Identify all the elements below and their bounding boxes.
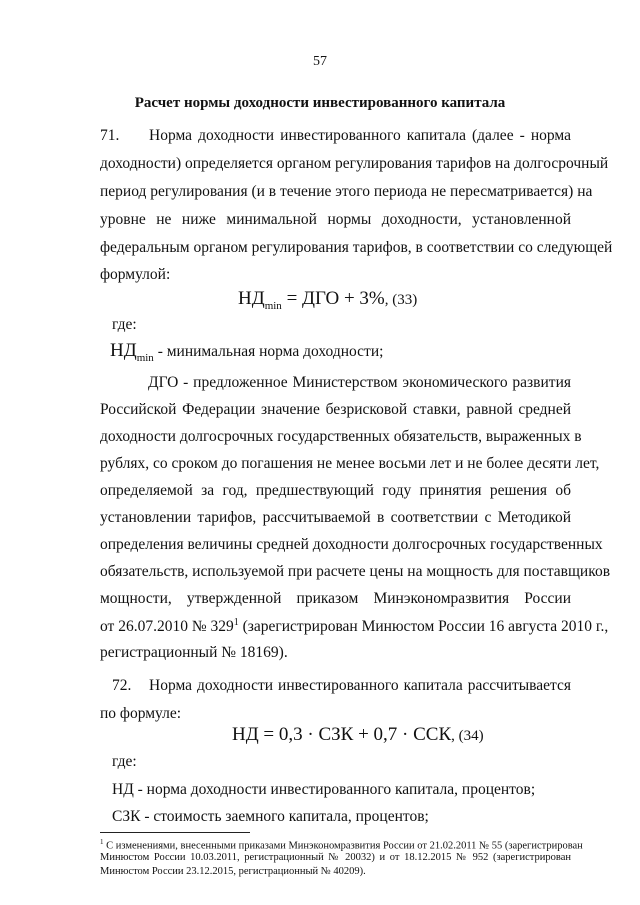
paragraph-72-line-2: по формуле:	[100, 705, 182, 722]
footnote-mark: 1	[100, 838, 104, 846]
paragraph-71-line-4: уровне не ниже минимальной нормы доходности, установленной	[100, 211, 571, 228]
formula-34-expression: НД = 0,3 · СЗК + 0,7 · ССК	[232, 724, 452, 745]
formula-33-lhs: НД	[238, 288, 265, 309]
footnote-line-1: $^1$ С изменениями, внесенными приказами Минэкономразвития России от 21.02.2011 № 55 (зарегистрирован	[100, 838, 583, 852]
dgo-line-4: рублях, со сроком до погашения не менее восьми лет и не более десяти лет,	[100, 455, 600, 472]
section-heading: Расчет нормы доходности инвестированного капитала	[134, 95, 506, 111]
footnote-reference: 1	[233, 617, 239, 628]
dgo-line-3: доходности долгосрочных государственных обязательств, выраженных в	[100, 428, 582, 445]
dgo-line-10	[100, 617, 609, 636]
dgo-line-9: мощности, утвержденной приказом Минэкономразвития России	[100, 590, 571, 607]
szk-definition: СЗК - стоимость заемного капитала, процентов;	[112, 808, 429, 825]
dgo-line-11: регистрационный № 18169).	[100, 644, 288, 661]
footnote-separator	[100, 832, 250, 833]
paragraph-71-line-2: доходности) определяется органом регулирования тарифов на долгосрочный	[100, 155, 609, 172]
formula-33-number: , (33)	[384, 292, 418, 308]
paragraph-72-number: 72.	[112, 677, 132, 694]
dgo-line-1: ДГО - предложенное Министерством экономического развития	[148, 374, 571, 391]
paragraph-71-line-5: федеральным органом регулирования тарифов, в соответствии со следующей	[100, 239, 613, 256]
formula-33-lhs-subscript: min	[264, 299, 282, 312]
formula-33	[238, 288, 417, 312]
formula-34-number: , (34)	[451, 728, 484, 744]
paragraph-71-line-3: период регулирования (и в течение этого периода не пересматривается) на	[100, 183, 593, 200]
where-label-1: где:	[112, 316, 137, 333]
dgo-line-5: определяемой за год, предшествующий году принятия решения об	[100, 482, 571, 499]
where-label-2: где:	[112, 753, 137, 770]
paragraph-71-text: Норма доходности инвестированного капитала (далее - норма	[149, 127, 571, 144]
dgo-line-6: установлении тарифов, рассчитываемой в соответствии с Методикой	[100, 509, 571, 526]
nd-min-symbol: $НД_{min}$	[110, 340, 154, 364]
nd-min-description: - минимальная норма доходности;	[153, 343, 384, 360]
formula-33-rhs: = ДГО + 3%	[281, 288, 385, 309]
page-number: 57	[313, 54, 327, 69]
paragraph-71-number: 71.	[100, 127, 120, 144]
dgo-line-7: определения величины средней доходности долгосрочных государственных	[100, 536, 603, 553]
paragraph-72-text: Норма доходности инвестированного капитала рассчитывается	[149, 677, 571, 694]
nd-min-definition	[110, 340, 383, 364]
formula-34	[232, 724, 484, 746]
dgo-line-8: обязательств, используемой при расчете цены на мощность для поставщиков	[100, 563, 611, 580]
registration-note: (зарегистрирован Минюстом России 16 августа 2010 г.,	[238, 618, 609, 636]
order-reference: от 26.07.2010 № 329	[100, 618, 234, 636]
footnote-line-3: Минюстом России 23.12.2015, регистрационный № 40209).	[100, 866, 366, 877]
footnote-line-2: Минюстом России 10.03.2011, регистрационный № 20032) и от 18.12.2015 № 952 (зарегистрирован	[100, 852, 571, 863]
nd-definition: НД - норма доходности инвестированного капитала, процентов;	[112, 781, 536, 798]
paragraph-71-line-6: формулой:	[100, 266, 171, 283]
dgo-line-2: Российской Федерации значение безрисковой ставки, равной средней	[100, 401, 571, 418]
